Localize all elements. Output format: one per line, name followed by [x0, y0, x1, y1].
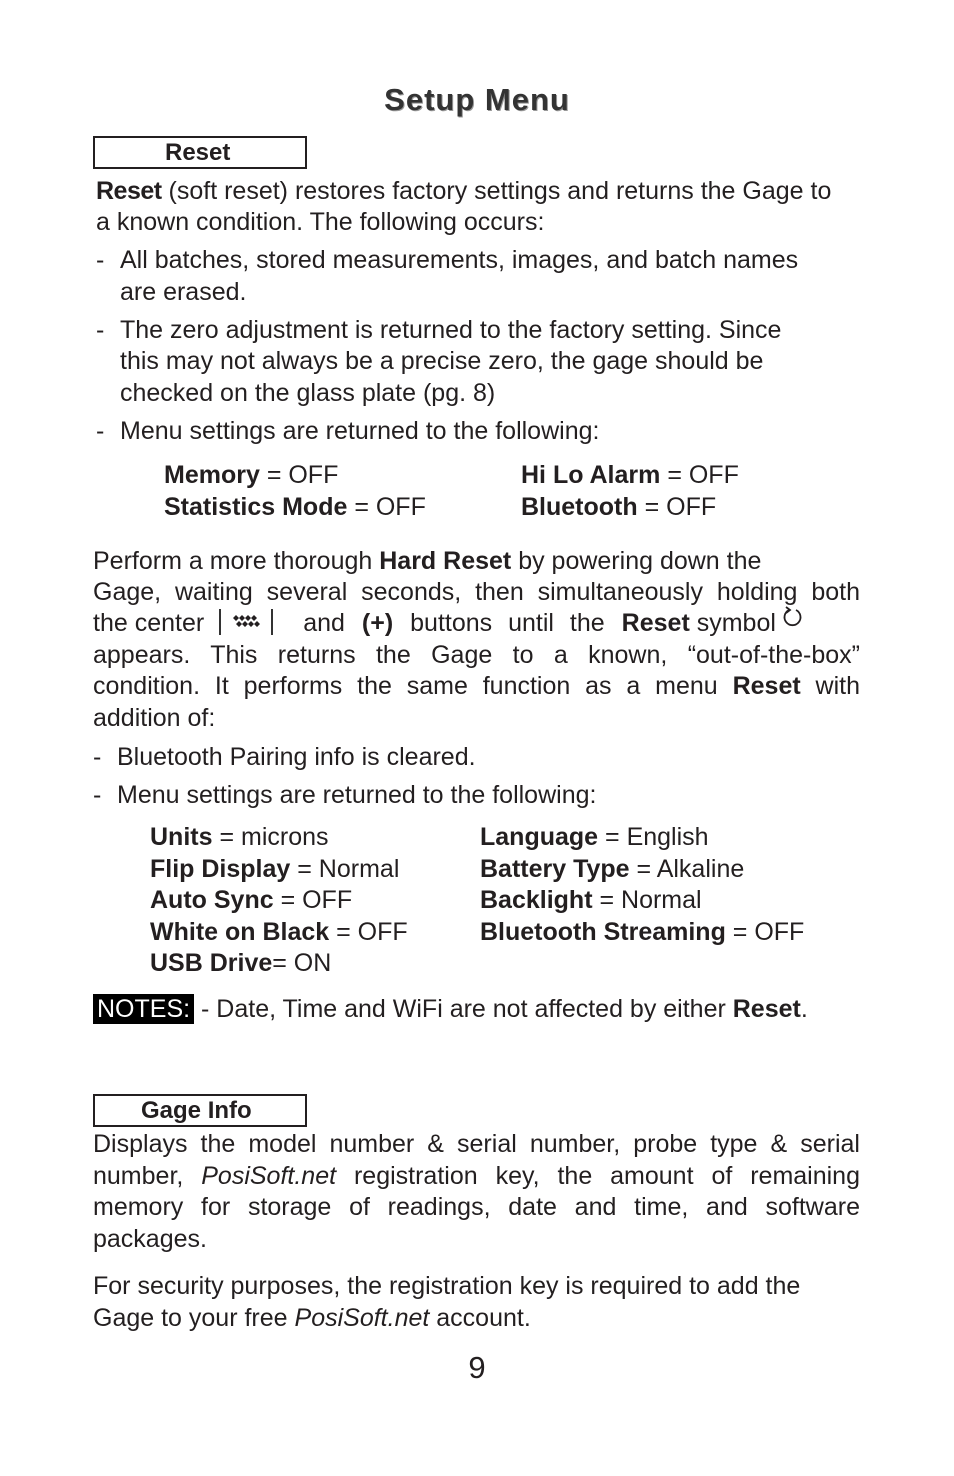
- setting-value: = OFF: [347, 493, 426, 521]
- hard-reset-bullet-1: [93, 742, 476, 773]
- hard-reset-line-1: [93, 546, 860, 577]
- setting-units: [150, 822, 408, 854]
- notes-line: [93, 994, 808, 1025]
- gage-info-p2-line-2: [93, 1303, 531, 1334]
- notes-tag: NOTES:: [93, 994, 194, 1024]
- reset-intro-line-2: a known condition. The following occurs:: [96, 208, 545, 236]
- setting-bluetooth-streaming: [480, 917, 804, 949]
- setting-bluetooth: [521, 492, 716, 524]
- reset-bullet-1: [96, 245, 798, 276]
- setting-name: Statistics Mode: [164, 493, 348, 521]
- reset-bullet-2-text: The zero adjustment is returned to the factory setting. Since: [120, 316, 782, 344]
- hard-reset-bullet-2-text: Menu settings are returned to the following:: [117, 781, 597, 809]
- setting-name: Flip Display: [150, 854, 291, 883]
- setting-value: = Normal: [592, 886, 702, 914]
- dash-marker: -: [96, 246, 105, 274]
- setting-value: = microns: [212, 823, 329, 851]
- hard-reset-settings-left: [150, 822, 408, 980]
- plus-button-label: (+): [361, 609, 394, 637]
- setting-name: Battery Type: [480, 854, 630, 883]
- text-span: and: [303, 609, 345, 637]
- reset-label-text: Reset: [165, 139, 231, 166]
- notes-text: - Date, Time and WiFi are not affected by either: [194, 995, 733, 1023]
- gage-info-p1-line-1: Displays the model number & serial number, probe type & serial: [93, 1130, 860, 1158]
- setting-statistics-mode: [164, 492, 426, 524]
- setting-value: = Normal: [290, 854, 400, 883]
- center-button-glyph: [221, 609, 271, 635]
- hard-reset-line-5: [93, 671, 860, 702]
- setting-value: = OFF: [660, 461, 739, 489]
- reset-bullet-2-cont-1: this may not always be a precise zero, the gage should be: [120, 347, 764, 375]
- setting-value: = English: [598, 823, 709, 851]
- setting-backlight: [480, 885, 804, 917]
- setting-name: Backlight: [480, 886, 593, 914]
- gage-info-p1-line-4: packages.: [93, 1225, 207, 1253]
- hard-reset-line-6: addition of:: [93, 704, 216, 732]
- hard-reset-bullet-2: [93, 780, 596, 811]
- setting-name: Language: [480, 823, 599, 851]
- setting-language: [480, 822, 804, 854]
- text-span: Gage to your free: [93, 1304, 295, 1332]
- setting-name: USB Drive: [150, 949, 273, 977]
- setting-name: Memory: [164, 461, 260, 489]
- gage-info-p2-line-1: For security purposes, the registration key is required to add the: [93, 1272, 801, 1300]
- text-span: account.: [429, 1304, 531, 1332]
- reset-symbol-icon: [782, 605, 804, 627]
- reset-symbol-glyph: [782, 606, 804, 628]
- hard-reset-bold: Hard Reset: [379, 547, 512, 575]
- reset-intro-bold: Reset: [96, 177, 162, 205]
- setting-value: = OFF: [259, 461, 339, 489]
- hard-reset-line-4: appears. This returns the Gage to a known, “out-of-the-box”: [93, 641, 860, 669]
- text-span: number,: [93, 1162, 202, 1190]
- reset-intro-line-1: [96, 176, 831, 207]
- notes-period: .: [800, 995, 808, 1023]
- text-span: condition. It performs the same function as a menu: [93, 672, 733, 700]
- setting-name: Bluetooth Streaming: [480, 917, 726, 946]
- center-button-icon: [219, 609, 273, 635]
- posisoft-italic: PosiSoft.net: [294, 1304, 430, 1332]
- reset-bullet-3-text: Menu settings are returned to the following:: [120, 417, 600, 445]
- dash-marker: -: [96, 417, 105, 445]
- notes-reset-bold: Reset: [732, 995, 801, 1023]
- setting-value: = OFF: [273, 886, 353, 914]
- page-title: Setup Menu: [384, 82, 570, 117]
- text-span: Perform a more thorough: [93, 547, 380, 575]
- gage-info-label-text: Gage Info: [141, 1097, 252, 1124]
- gage-info-section-label: [93, 1094, 307, 1127]
- text-span: with: [800, 672, 860, 700]
- hard-reset-settings-right: [480, 822, 804, 948]
- setting-value: = ON: [272, 949, 332, 977]
- text-span: buttons until the: [410, 609, 605, 637]
- setting-memory: [164, 460, 338, 492]
- hard-reset-text: [93, 546, 761, 577]
- reset-section-label: [93, 136, 307, 169]
- text-span: by powering down the: [511, 547, 762, 575]
- setting-name: Auto Sync: [150, 886, 274, 914]
- setting-name: Bluetooth: [521, 493, 638, 521]
- setting-value: = Alkaline: [629, 854, 745, 883]
- text-span: registration key, the amount of remaining: [336, 1162, 860, 1190]
- setting-name: White on Black: [150, 917, 330, 946]
- reset-bullet-3: [96, 416, 599, 447]
- setting-value: = OFF: [329, 917, 408, 946]
- setting-battery-type: [480, 854, 804, 886]
- setting-name: Hi Lo Alarm: [521, 461, 661, 489]
- hard-reset-bullet-1-text: Bluetooth Pairing info is cleared.: [117, 743, 476, 771]
- reset-intro-text: (soft reset) restores factory settings and returns the Gage to: [161, 177, 832, 205]
- hard-reset-line-3: [93, 608, 860, 639]
- setting-value: = OFF: [725, 917, 805, 946]
- page-number: 9: [468, 1350, 486, 1385]
- gage-info-p1-line-3: memory for storage of readings, date and time, and software: [93, 1193, 860, 1221]
- text-span: the center: [93, 609, 205, 637]
- posisoft-italic: PosiSoft.net: [201, 1162, 337, 1190]
- hard-reset-line-2: Gage, waiting several seconds, then simultaneously holding both: [93, 578, 860, 606]
- setting-flip-display: [150, 854, 408, 886]
- setting-auto-sync: [150, 885, 408, 917]
- reset-bullet-1-text: All batches, stored measurements, images, and batch names: [120, 246, 799, 274]
- reset-bullet-2: [96, 315, 781, 346]
- reset-bullet-1-cont: are erased.: [120, 278, 247, 306]
- dash-marker: -: [96, 316, 105, 344]
- dash-marker: -: [93, 743, 102, 771]
- dash-marker: -: [93, 781, 102, 809]
- setting-name: Units: [150, 823, 213, 851]
- setting-white-on-black: [150, 917, 408, 949]
- reset-bold: Reset: [621, 609, 690, 637]
- setting-hi-lo-alarm: [521, 460, 739, 492]
- setting-value: = OFF: [637, 493, 717, 521]
- reset-bullet-2-cont-2: checked on the glass plate (pg. 8): [120, 379, 496, 407]
- setting-usb-drive: [150, 948, 408, 980]
- gage-info-p1-line-2: [93, 1161, 860, 1192]
- text-span: symbol: [689, 609, 776, 637]
- reset-bold: Reset: [732, 672, 801, 700]
